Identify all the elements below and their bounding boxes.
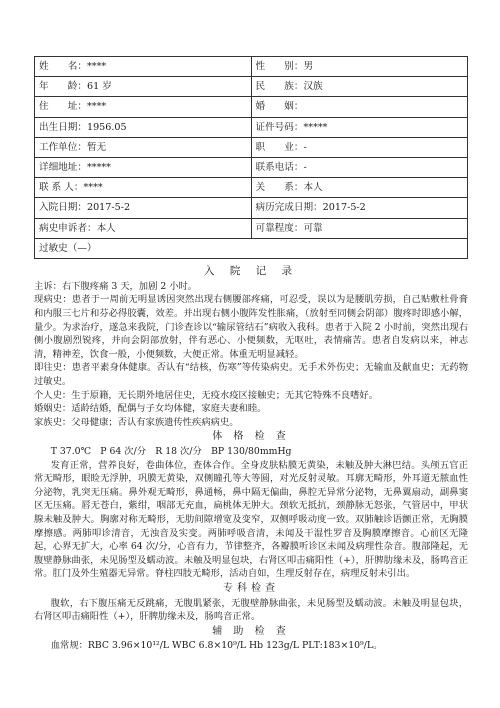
- info-label: 病史申诉者：: [39, 222, 97, 234]
- info-value: 1956.05: [86, 121, 127, 133]
- info-label: 住 址：: [39, 101, 87, 113]
- info-cell: [35, 117, 252, 137]
- info-value: 本人: [303, 182, 323, 194]
- info-row: [35, 157, 468, 177]
- info-value: 汉族: [303, 81, 323, 93]
- info-cell: [35, 157, 252, 177]
- info-cell: [35, 218, 252, 238]
- info-value: -: [303, 162, 307, 174]
- info-label: 详细地址：: [39, 162, 87, 174]
- info-cell: [251, 157, 468, 177]
- info-value: 2017-5-2: [322, 202, 366, 214]
- info-cell: [251, 218, 468, 238]
- record-body: [34, 280, 468, 653]
- info-cell: [251, 77, 468, 97]
- patient-info-table: [34, 56, 468, 259]
- section-title: 入 院 记 录: [203, 264, 298, 277]
- info-label: 职 业：: [255, 141, 304, 153]
- medical-record-page: [34, 56, 468, 653]
- info-label: 证件号码：: [255, 121, 304, 133]
- info-label: 入院日期：: [39, 202, 87, 214]
- info-label: 病历完成日期：: [255, 202, 323, 214]
- info-value: 2017-5-2: [86, 202, 131, 214]
- info-cell: [35, 97, 252, 117]
- info-cell: [251, 117, 468, 137]
- info-value: ****: [86, 101, 107, 113]
- info-label: 年 龄：: [39, 81, 87, 93]
- family-history: 家族史：父母健康；否认有家族遗传性疾病病史。: [34, 416, 239, 428]
- info-cell: [35, 77, 252, 97]
- info-cell: [35, 198, 252, 218]
- info-value: 可靠: [303, 222, 323, 234]
- info-cell: [251, 178, 468, 198]
- physical-exam-title: 体 格 检 查: [212, 431, 290, 443]
- info-value: 男: [303, 61, 314, 73]
- info-value: ****: [86, 61, 107, 73]
- info-row: [35, 178, 468, 198]
- info-cell: [35, 178, 252, 198]
- info-cell: [251, 57, 468, 77]
- info-value: 本人: [96, 222, 116, 234]
- allergy-row: [35, 238, 468, 258]
- info-label: 姓 名：: [39, 61, 87, 73]
- info-cell: [251, 97, 468, 117]
- info-label: 出生日期：: [39, 121, 87, 133]
- info-label: 工作单位：: [39, 141, 87, 153]
- info-value: -: [303, 141, 307, 153]
- physical-exam-text: 发育正常，营养良好，卷曲体位，查体合作。全身皮肤粘膜无黄染，未触及肿大淋巴结。头颅五官正常无畸形，眼睑无浮肿，巩膜无黄染，双侧瞳孔等大等圆，对光反射灵敏。耳廓无畸形，外耳道无脓血性分泌物，乳突无压痛。鼻外观无畸形，鼻通畅，鼻中隔无偏曲，鼻腔无异常分泌物，无鼻翼扇动，副鼻窦区无压痛。唇无苍白，紫绀，咽部无充血，扁桃体无肿大。颈软无抵抗，颈静脉无怒张，气管居中，甲状腺未触及肿大。胸廓对称无畸形，无肋间隙增宽及变窄，双侧呼吸动度一致。双肺触诊语颤正常，无胸膜摩擦感。两肺叩诊清音，无浊音及实变。两肺呼吸音清，未闻及干湿性罗音及胸膜摩擦音。心前区无隆起，心界无扩大，心率 64 次/分，心音有力，节律整齐，各瓣膜听诊区未闻及病理性杂音。腹部隆起，无腹壁静脉曲张，未见肠型及蠕动波。未触及明显包块，右肾区叩击痛阳性（+），肝脾肋缘未及，肠鸣音正常。肛门及外生殖器无异常。脊柱四肢无畸形，活动自如，生理反射存在，病理反射未引出。: [34, 459, 468, 580]
- info-cell: [251, 137, 468, 157]
- allergy-history: 过敏史（—）: [35, 238, 468, 258]
- info-row: [35, 137, 468, 157]
- info-value: *****: [303, 121, 328, 133]
- chief-complaint: 主诉：右下腹疼痛 3 天，加剧 2 小时。: [34, 280, 198, 292]
- info-cell: [251, 198, 468, 218]
- info-value: 61 岁: [86, 81, 112, 93]
- info-value: ****: [83, 182, 103, 194]
- info-row: [35, 218, 468, 238]
- info-row: [35, 57, 468, 77]
- marital-history: 婚姻史：适龄结婚，配偶与子女均体健，家庭夫妻和睦。: [34, 403, 267, 415]
- info-row: [35, 117, 468, 137]
- auxiliary-exam-title: 辅 助 检 查: [212, 625, 290, 637]
- info-row: [35, 198, 468, 218]
- info-value: 暂无: [86, 141, 107, 153]
- past-history: 即往史：患者平素身体健康。否认有“结核，伤寒”等传染病史。无手术外伤史；无输血及献血史；无药物过敏史。: [34, 362, 468, 388]
- info-label: 民 族：: [255, 81, 304, 93]
- info-row: [35, 97, 468, 117]
- info-label: 联系电话：: [255, 162, 304, 174]
- personal-history: 个人史：生于原籍，无长期外地居住史，无疫水疫区接触史；无其它特殊不良嗜好。: [34, 389, 378, 401]
- info-row: [35, 77, 468, 97]
- blood-routine: 血常规：RBC 3.96×10¹²/L WBC 6.8×10⁹/L Hb 123g/L PLT:183×10⁹/L。: [50, 640, 383, 652]
- info-label: 性 别：: [255, 61, 304, 73]
- info-label: 婚 姻：: [255, 101, 304, 113]
- info-label: 关 系：: [255, 182, 304, 194]
- info-label: 可靠程度：: [255, 222, 304, 234]
- present-illness: 现病史：患者于一周前无明显诱因突然出现右侧腰部疼痛，可忍受，误以为是腰肌劳损，自己贴敷杜骨膏和内服三七片和芬必得胶囊，效差。并出现右侧小腹阵发性胀痛，（放射至同侧会阴部）腹疼时即感小解，量少。为求治疗，遂急来我院，门诊查诊以“输尿管结石”病收入我科。患者于入院 2 小时前，突然出现右侧小腹剧烈锐疼，并向会阴部放射，伴有恶心、小便频数，无呕吐，表情痛苦。患者自发病以来，神志清，精神差，饮食一般，小便频数，大便正常。体重无明显减轻。: [34, 294, 468, 360]
- info-value: *****: [86, 162, 111, 174]
- info-cell: [35, 137, 252, 157]
- vital-signs: T 37.0℃ P 64 次/分 R 18 次/分 BP 130/80mmHg: [50, 446, 292, 457]
- info-cell: [35, 57, 252, 77]
- specialist-exam-title: 专科检查: [223, 582, 279, 594]
- specialist-exam-text: 腹软，右下腹压痛无反跳痛，无腹肌紧张，无腹壁静脉曲张，未见肠型及蠕动波。未触及明显包块，右肾区叩击痛阳性（+），肝脾肋缘未及，肠鸣音正常。: [34, 597, 468, 623]
- info-label: 联 系 人：: [39, 182, 84, 194]
